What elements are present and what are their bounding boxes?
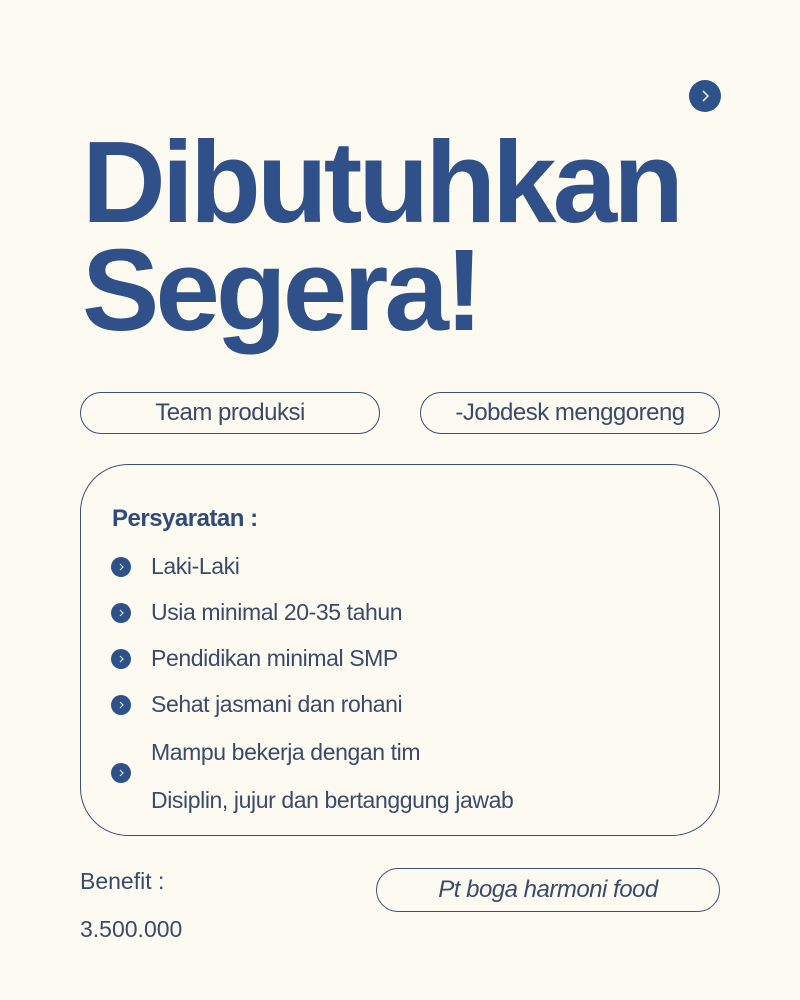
list-item: Sehat jasmani dan rohani	[111, 691, 402, 718]
jobdesk-pill: -Jobdesk menggoreng	[420, 392, 720, 434]
benefit-value: 3.500.000	[80, 916, 183, 942]
list-item: Mampu bekerja dengan tim	[151, 739, 421, 765]
chevron-bullet-icon	[111, 557, 131, 577]
page-title	[82, 117, 680, 355]
list-item: Pendidikan minimal SMP	[111, 645, 398, 672]
chevron-bullet-icon	[111, 649, 131, 669]
company-pill: Pt boga harmoni food	[376, 868, 720, 912]
title-line-1: Dibutuhkan	[82, 117, 680, 247]
chevron-bullet-icon	[111, 763, 131, 783]
title-line-2: Segera!	[82, 225, 480, 355]
list-item: Disiplin, jujur dan bertanggung jawab	[151, 787, 514, 813]
benefit-label: Benefit :	[80, 868, 165, 894]
position-pill: Team produksi	[80, 392, 380, 434]
requirements-card	[80, 464, 720, 836]
requirements-heading: Persyaratan :	[112, 505, 258, 532]
list-item: Laki-Laki	[111, 553, 239, 580]
next-arrow-button[interactable]	[689, 80, 721, 112]
chevron-bullet-icon	[111, 695, 131, 715]
list-item: Usia minimal 20-35 tahun	[111, 599, 402, 626]
chevron-right-icon	[698, 89, 712, 103]
chevron-bullet-icon	[111, 603, 131, 623]
list-item-bullet	[111, 763, 151, 783]
